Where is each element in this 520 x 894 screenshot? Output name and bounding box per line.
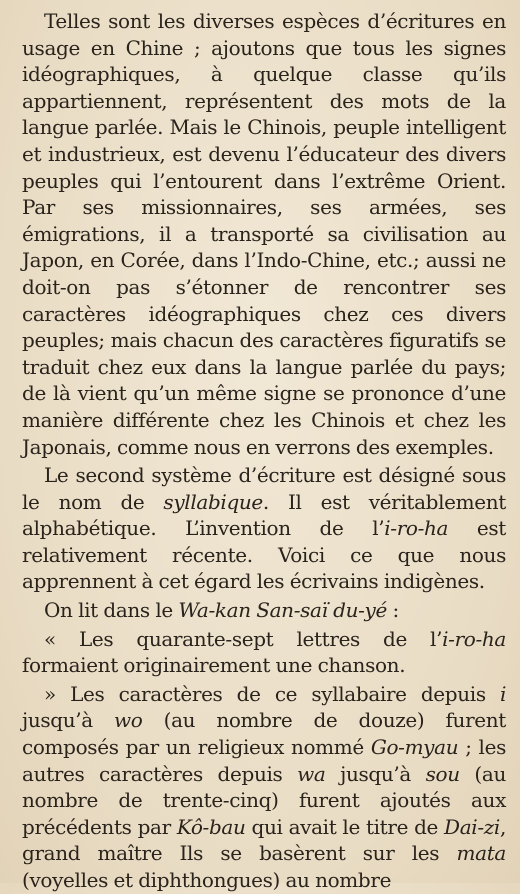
text-run: « Les quarante-sept lettres de l’ <box>44 626 443 651</box>
paragraph-quote-start <box>22 626 506 679</box>
term-syllabique: syllabique <box>163 489 263 514</box>
syllable-sou: sou <box>425 761 460 786</box>
text-run: est relativement récente. Voici ce que nous apprennent à cet égard les écrivains indigènes. <box>22 516 506 594</box>
text-run: formaient originairement une chanson. <box>22 653 406 678</box>
title-dai-zi: Dai-zi <box>444 814 500 839</box>
term-iroha: i-ro-ha <box>442 626 506 651</box>
paragraph-syllabic-system <box>22 462 506 595</box>
text-run: » Les caractères de ce syllabaire depuis <box>44 681 500 706</box>
text-run: . Il est véritablement alphabétique. L’invention de l’ <box>22 489 506 541</box>
text-run: jusqu’à <box>325 761 426 786</box>
book-title: Wa-kan San-saï du-yé <box>178 598 387 623</box>
text-run: (au nombre de trente-cinq) furent ajoutés aux précédents par <box>22 761 506 839</box>
text-run: ; les autres caractères depuis <box>22 735 506 786</box>
text-run: jusqu’à <box>22 708 115 733</box>
text-run: Le second système d’écriture est désigné sous le nom de <box>22 463 506 514</box>
term-iroha: i-ro-ha <box>384 516 449 541</box>
syllable-wo: wo <box>114 708 143 733</box>
text-run: : <box>386 598 399 623</box>
text-run: qui avait le titre de <box>245 814 445 839</box>
name-ko-bau: Kô-bau <box>176 814 246 839</box>
paragraph-quote-continued <box>22 681 506 894</box>
text-run: (au nombre de douze) furent composés par un religieux nommé <box>22 708 506 760</box>
name-go-myau: Go-myau <box>370 735 459 760</box>
text-run: (voyelles et diphthongues) au nombre <box>22 868 392 892</box>
text-run: On lit dans le <box>44 598 179 623</box>
syllable-wa: wa <box>297 761 326 786</box>
paragraph-source-reference <box>22 597 506 624</box>
text-run: , grand maître Ils se basèrent sur les <box>22 814 506 866</box>
term-mata: mata <box>456 841 506 866</box>
syllable-i: i <box>499 681 506 706</box>
paragraph-chinese-writing: Telles sont les diverses espèces d’écritures en usage en Chine ; ajoutons que tous les signes idéographiques, à quelque classe qu’ils appartiennent, représentent des mots de la langue parlée. Mais le Chinois, peuple intelligent et industrieux, est devenu l’éducateur des divers peuples qui l’entourent dans l’extrême Orient. Par ses missionnaires, ses armées, ses émigrations, il a transporté sa civilisation au Japon, en Corée, dans l’Indo-Chine, etc.; aussi ne doit-on pas s’étonner de rencontrer ses caractères idéographiques chez ces divers peuples; mais chacun des caractères figuratifs se traduit chez eux dans la langue parlée du pays; de là vient qu’un même signe se prononce d’une manière différente chez les Chinois et chez les Japonais, comme nous en verrons des exemples. <box>22 9 506 459</box>
